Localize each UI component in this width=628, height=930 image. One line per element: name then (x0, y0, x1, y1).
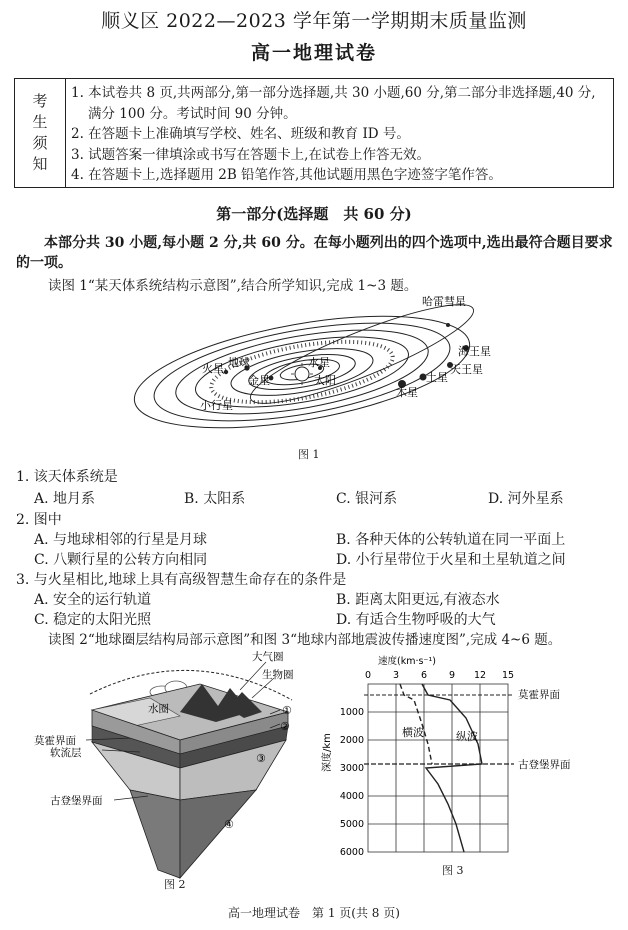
label-mercury: 水星 (308, 356, 330, 369)
question-3-option-d: D. 有适合生物呼吸的大气 (336, 612, 496, 628)
label-moho: 莫霍界面 (518, 689, 560, 701)
notice-label-char: 生 (32, 113, 48, 131)
ytick: 4000 (339, 791, 364, 802)
figure-2-earth-layers (30, 650, 320, 890)
question-3-stem: 3. 与火星相比,地球上具有高级智慧生命存在的条件是 (16, 572, 347, 588)
plot-frame (368, 684, 508, 852)
ytick: 2000 (339, 735, 364, 746)
label-hydrosphere: 水圈 (148, 703, 169, 715)
label-layer-1: ① (282, 704, 292, 717)
xtick: 15 (501, 670, 515, 681)
notice-item: 1. 本试卷共 8 页,共两部分,第一部分选择题,共 30 小题,60 分,第二部分非选择题,40 分,满分 100 分。考试时间 90 分钟。 (71, 85, 596, 122)
label-layer-3: ③ (256, 752, 266, 765)
fig3-ylabel: 深度/km (322, 733, 333, 772)
question-2-option-a: A. 与地球相邻的行星是月球 (34, 532, 208, 548)
s-wave-curve (400, 684, 432, 764)
figure-1-caption: 图 1 (298, 448, 320, 461)
notice-label-char: 考 (32, 92, 48, 110)
label-gutenberg: 古登堡界面 (518, 759, 571, 771)
reading-instruction-1: 读图 1“某天体系统结构示意图”,结合所学知识,完成 1~3 题。 (48, 278, 418, 294)
section-intro: 本部分共 30 小题,每小题 2 分,共 60 分。在每小题列出的四个选项中,选出最符合题目要求的一项。 (16, 235, 613, 271)
label-p-wave: 纵波 (456, 730, 478, 743)
notice-items (71, 83, 609, 186)
notice-item: 3. 试题答案一律填涂或书写在答题卡上,在试卷上作答无效。 (71, 146, 430, 163)
question-1-option-d: D. 河外星系 (488, 491, 564, 507)
label-gutenberg: 古登堡界面 (50, 795, 103, 807)
label-neptune: 海王星 (458, 345, 491, 358)
notice-item: 4. 在答题卡上,选择题用 2B 铅笔作答,其他试题用黑色字迹签字笔作答。 (71, 167, 502, 183)
label-asteroid: 小行星 (200, 399, 233, 412)
label-venus: 金星 (248, 374, 270, 387)
label-sun: 太阳 (314, 374, 336, 387)
label-jupiter: 木星 (396, 386, 418, 399)
notice-label-char: 知 (32, 155, 48, 173)
notice-item: 2. 在答题卡上准确填写学校、姓名、班级和教育 ID 号。 (71, 126, 410, 142)
label-uranus: 天王星 (450, 363, 483, 376)
label-saturn: 土星 (426, 371, 448, 384)
question-2-option-b: B. 各种天体的公转轨道在同一平面上 (336, 532, 566, 548)
ytick: 1000 (339, 707, 364, 718)
figure-3-caption: 图 3 (442, 864, 464, 877)
notice-label-char: 须 (32, 134, 48, 152)
figure-3-seismic-chart (318, 654, 624, 858)
label-asthenosphere: 软流层 (50, 747, 82, 759)
fig3-xlabel: 速度(km·s⁻¹) (378, 656, 436, 667)
label-layer-2: ② (280, 720, 290, 733)
section-title: 第一部分(选择题 共 60 分) (216, 205, 412, 223)
question-2-option-d: D. 小行星带位于火星和土星轨道之间 (336, 552, 566, 568)
exam-subtitle: 高一地理试卷 (250, 42, 377, 64)
label-moho: 莫霍界面 (34, 735, 76, 747)
xtick: 9 (448, 670, 456, 681)
label-mars: 火星 (202, 362, 224, 375)
comet-icon (446, 323, 450, 327)
xtick: 6 (420, 670, 428, 681)
xtick: 0 (364, 670, 372, 681)
question-3-option-b: B. 距离太阳更远,有液态水 (336, 592, 500, 608)
question-2-option-c: C. 八颗行星的公转方向相同 (34, 552, 208, 568)
xtick: 3 (392, 670, 400, 681)
notice-label (15, 79, 66, 187)
ytick: 5000 (339, 819, 364, 830)
reading-instruction-2: 读图 2“地球圈层结构局部示意图”和图 3“地球内部地震波传播速度图”,完成 4~6 题。 (48, 632, 562, 648)
label-atmosphere: 大气圈 (252, 651, 284, 663)
core-left (130, 790, 180, 878)
xtick: 12 (473, 670, 487, 681)
label-comet: 哈雷彗星 (422, 295, 466, 308)
question-3-option-a: A. 安全的运行轨道 (34, 592, 152, 608)
planet-mars (224, 370, 228, 374)
question-1-stem: 1. 该天体系统是 (16, 469, 118, 485)
ytick: 6000 (339, 847, 364, 858)
exam-title: 顺义区 2022—2023 学年第一学期期末质量监测 (101, 10, 527, 32)
label-earth: 地球 (228, 356, 250, 369)
question-1-option-b: B. 太阳系 (184, 491, 246, 507)
question-2-stem: 2. 图中 (16, 512, 62, 528)
figure-2-caption: 图 2 (164, 878, 186, 891)
notice-box (14, 78, 614, 188)
core-right (180, 790, 256, 878)
question-1-option-a: A. 地月系 (34, 491, 96, 507)
label-biosphere: 生物圈 (262, 669, 294, 681)
figure-1-solar-system (130, 292, 510, 442)
page-footer: 高一地理试卷 第 1 页(共 8 页) (228, 906, 400, 920)
label-s-wave: 横波 (402, 726, 424, 739)
ytick: 3000 (339, 763, 364, 774)
question-3-option-c: C. 稳定的太阳光照 (34, 612, 152, 628)
question-1-option-c: C. 银河系 (336, 491, 398, 507)
label-layer-4: ④ (224, 818, 234, 831)
